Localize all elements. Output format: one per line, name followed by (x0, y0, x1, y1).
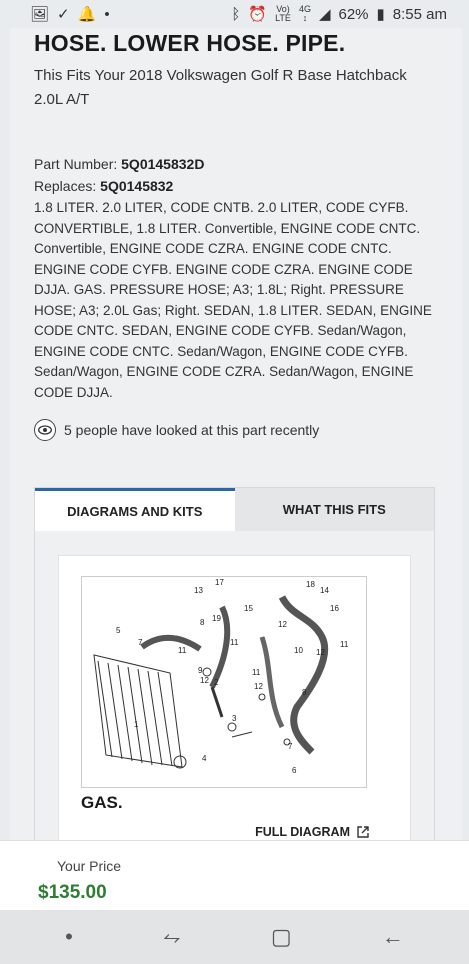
battery-percent: 62% (338, 5, 369, 23)
diagram-callout: 7 (288, 742, 293, 751)
price-value: $135.00 (38, 882, 107, 903)
diagram-box (58, 555, 411, 840)
bluetooth-icon: ᛒ (231, 5, 241, 23)
diagram-callout: 12 (254, 682, 263, 691)
eye-icon (34, 419, 56, 441)
diagram-callout: 17 (215, 578, 224, 587)
nav-dot-icon[interactable]: • (65, 924, 73, 949)
parts-diagram[interactable] (81, 576, 367, 788)
diagram-callout: 9 (198, 666, 203, 675)
diagram-callout: 16 (330, 604, 339, 613)
tab-bar (35, 488, 434, 531)
diagram-callout: 12 (278, 620, 287, 629)
signal-icon: ◢ (318, 6, 331, 23)
diagram-callout: 13 (194, 586, 203, 595)
status-right (231, 5, 447, 23)
full-diagram-label: FULL DIAGRAM (255, 825, 350, 839)
price-label: Your Price (57, 858, 122, 874)
external-link-icon (356, 825, 370, 839)
back-icon[interactable]: ← (381, 924, 404, 949)
clock: 8:55 am (392, 5, 447, 23)
diagram-callout: 14 (320, 586, 329, 595)
price-bar (0, 840, 469, 910)
replaces-number: 5Q0145832 (100, 178, 174, 194)
replaces-label: Replaces: (34, 178, 97, 194)
diagram-callout: 19 (212, 614, 221, 623)
recent-views-text: 5 people have looked at this part recently (64, 422, 320, 438)
parts-diagram-drawing (82, 577, 366, 787)
part-number-label: Part Number: (34, 156, 118, 172)
full-diagram-link[interactable] (81, 825, 388, 839)
product-title: HOSE. LOWER HOSE. PIPE. (34, 30, 346, 56)
diagram-callout: 5 (116, 626, 121, 635)
product-content (10, 28, 462, 840)
diagram-callout: 8 (200, 618, 205, 627)
status-left (30, 5, 110, 23)
diagram-tabs-card (34, 487, 435, 840)
diagram-callout: 4 (202, 754, 207, 763)
gallery-icon: 🖼 (30, 6, 50, 23)
diagram-callout: 10 (294, 646, 303, 655)
diagram-callout: 11 (340, 640, 349, 649)
tab-diagrams-and-kits[interactable]: DIAGRAMS AND KITS (35, 488, 235, 531)
diagram-callout: 11 (252, 668, 261, 677)
tab-what-this-fits[interactable]: WHAT THIS FITS (282, 502, 386, 517)
diagram-caption: GAS. (81, 793, 123, 812)
volte-indicator: Vo) LTE (275, 4, 291, 23)
battery-icon: ▮ (376, 6, 385, 23)
notification-icon: 🔔 (77, 6, 97, 23)
diagram-callout: 15 (244, 604, 253, 613)
tab-panel (35, 531, 434, 840)
recent-views (34, 419, 438, 441)
part-number-row (34, 153, 438, 197)
part-description: 1.8 LITER. 2.0 LITER, CODE CNTB. 2.0 LITER, CODE CYFB. CONVERTIBLE, 1.8 LITER. Convertible, ENGINE CODE CNTC. Convertible, ENGINE CODE CZRA. ENGINE CODE CNTC. ENGINE CODE CYFB. ENGINE CODE CZRA. ENGINE CODE DJJA. GAS. PRESSURE HOSE; A3; 1.8L; Right. PRESSURE HOSE; A3; 2.0L Gas; Right. SEDAN, 1.8 LITER. SEDAN, ENGINE CODE CNTC. SEDAN, ENGINE CODE CYFB. Sedan/Wagon, ENGINE CODE CNTC. Sedan/Wagon, ENGINE CODE CYFB. Sedan/Wagon, ENGINE CODE CZRA. Sedan/Wagon, ENGINE CODE DJJA. (34, 200, 432, 400)
diagram-callout: 8 (302, 688, 307, 697)
diagram-callout: 2 (214, 678, 219, 687)
dot-icon: • (104, 5, 110, 23)
home-icon[interactable]: ▢ (270, 924, 292, 949)
diagram-callout: 3 (232, 714, 237, 723)
diagram-callout: 12 (316, 648, 325, 657)
diagram-callout: 7 (138, 638, 143, 647)
diagram-callout: 12 (200, 676, 209, 685)
network-indicator: 4G ↕ (298, 4, 311, 23)
part-number: 5Q0145832D (121, 156, 205, 172)
alarm-icon: ⏰ (248, 6, 268, 23)
check-icon: ✓ (57, 6, 70, 23)
recent-apps-icon[interactable]: ⥊ (163, 924, 181, 949)
android-nav-bar (0, 910, 469, 964)
status-bar (0, 0, 469, 28)
diagram-callout: 11 (230, 638, 239, 647)
diagram-callout: 18 (306, 580, 315, 589)
diagram-callout: 11 (178, 646, 187, 655)
fitment-line: This Fits Your 2018 Volkswagen Golf R Base Hatchback 2.0L A/T (34, 67, 407, 108)
diagram-callout: 6 (292, 766, 297, 775)
diagram-callout: 1 (134, 720, 139, 729)
